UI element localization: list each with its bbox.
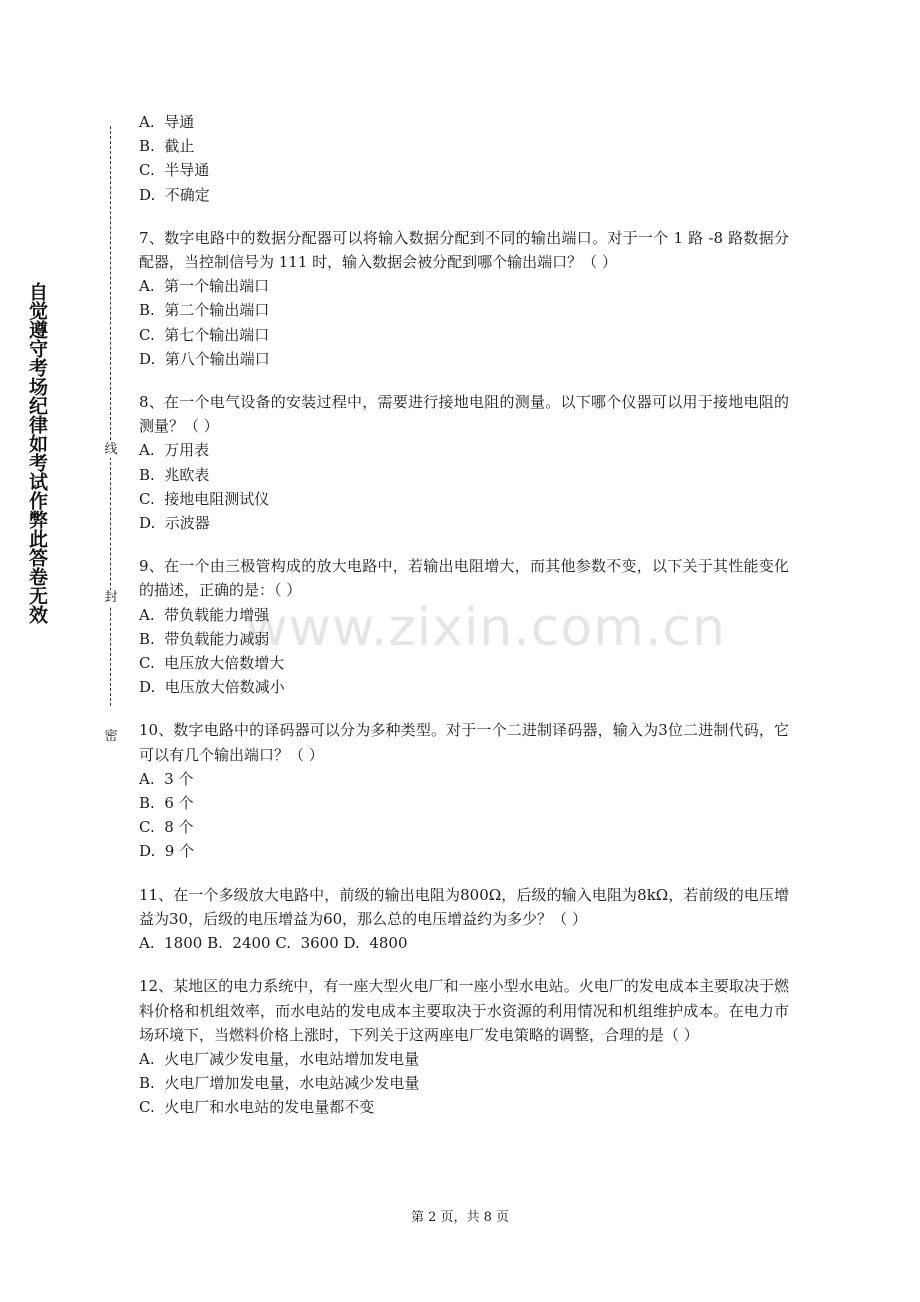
previous-question-options — [139, 110, 789, 207]
option: A. 1800 B. 2400 C. 3600 D. 4800 — [139, 934, 408, 953]
question-7 — [139, 226, 789, 371]
option: B. 带负载能力减弱 — [139, 629, 270, 648]
option: B. 截止 — [139, 137, 195, 156]
question-10 — [139, 718, 789, 863]
question-text: 9、在一个由三极管构成的放大电路中，若输出电阻增大，而其他参数不变，以下关于其性能变化的描述，正确的是：（ ） — [139, 557, 789, 600]
option: D. 第八个输出端口 — [139, 349, 270, 368]
option: C. 电压放大倍数增大 — [139, 654, 285, 673]
option: C. 8 个 — [139, 818, 194, 837]
question-text: 11、在一个多级放大电路中，前级的输出电阻为800Ω，后级的输入电阻为8kΩ，若前级的电压增益为30，后级的电压增益为60，那么总的电压增益约为多少？（ ） — [139, 885, 789, 928]
option: D. 电压放大倍数减小 — [139, 678, 285, 697]
question-text: 10、数字电路中的译码器可以分为多种类型。对于一个二进制译码器，输入为3位二进制代码，它可以有几个输出端口？（ ） — [139, 721, 789, 764]
question-text: 12、某地区的电力系统中，有一座大型火电厂和一座小型水电站。火电厂的发电成本主要取决于燃料价格和机组效率，而水电站的发电成本主要取决于水资源的利用情况和机组维护成本。在电力市场环境下，当燃料价格上涨时，下列关于这两座电厂发电策略的调整，合理的是（ ） — [139, 977, 789, 1044]
option: D. 不确定 — [139, 185, 210, 204]
option: A. 带负载能力增强 — [139, 605, 270, 624]
page-number-footer: 第 2 页，共 8 页 — [410, 1210, 510, 1225]
option: A. 导通 — [139, 113, 195, 131]
question-12 — [139, 974, 789, 1119]
site-watermark: www.zixin.com.cn — [245, 598, 726, 658]
exam-discipline-notice: 自觉遵守考场纪律如考试作弊此答卷无效 — [26, 282, 48, 624]
option: B. 兆欧表 — [139, 465, 210, 484]
option: B. 6 个 — [139, 794, 194, 813]
option: C. 火电厂和水电站的发电量都不变 — [139, 1098, 375, 1117]
option: A. 3 个 — [139, 769, 194, 788]
binding-dashed-line — [110, 126, 111, 706]
option: C. 第七个输出端口 — [139, 325, 270, 344]
question-11 — [139, 883, 789, 956]
option: C. 接地电阻测试仪 — [139, 489, 270, 508]
question-text: 7、数字电路中的数据分配器可以将输入数据分配到不同的输出端口。对于一个 1 路 -8 路数据分配器，当控制信号为 111 时，输入数据会被分配到哪个输出端口？（ ） — [139, 228, 789, 272]
option: B. 火电厂增加发电量，水电站减少发电量 — [139, 1074, 420, 1093]
option: D. 示波器 — [139, 514, 210, 533]
option: D. 9 个 — [139, 842, 195, 861]
binding-label-line: 线 — [102, 442, 120, 458]
question-text: 8、在一个电气设备的安装过程中，需要进行接地电阻的测量。以下哪个仪器可以用于接地电阻的测量？（ ） — [139, 393, 789, 436]
binding-label-seal: 封 — [102, 590, 120, 606]
option: A. 火电厂减少发电量，水电站增加发电量 — [139, 1049, 420, 1068]
option: B. 第二个输出端口 — [139, 301, 270, 320]
option: A. 第一个输出端口 — [139, 277, 270, 296]
option: A. 万用表 — [139, 441, 210, 460]
question-8 — [139, 390, 789, 535]
option: C. 半导通 — [139, 161, 210, 180]
binding-label-secret: 密 — [102, 729, 120, 745]
